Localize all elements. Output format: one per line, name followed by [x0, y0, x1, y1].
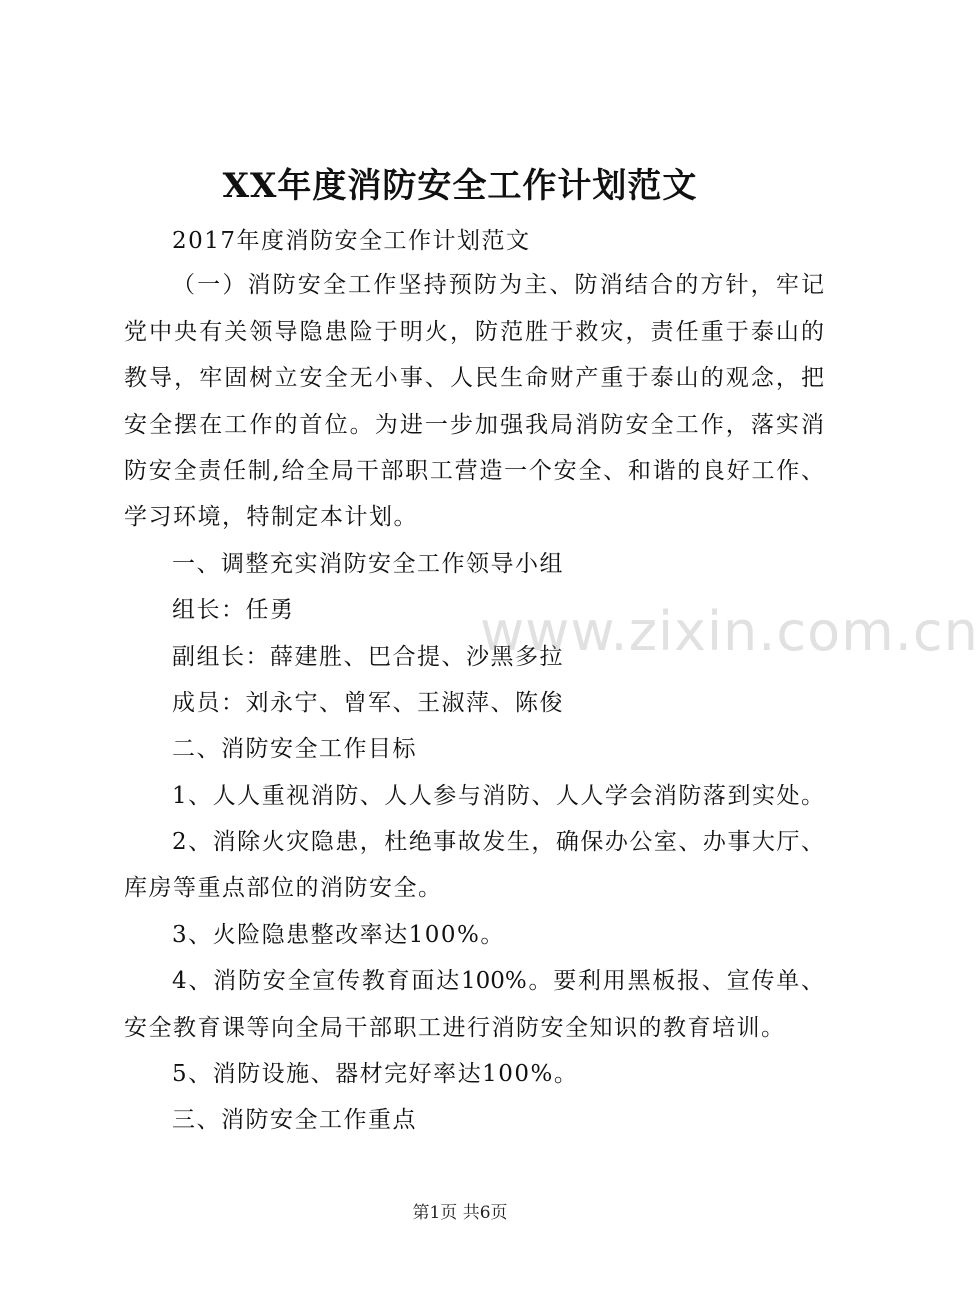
paragraph-line: （一）消防安全工作坚持预防为主、防消结合的方针，牢记	[172, 272, 824, 298]
paragraph-line: 党中央有关领导隐患险于明火，防范胜于救灾，责任重于泰山的	[124, 319, 824, 345]
paragraph-line: 教导，牢固树立安全无小事、人民生命财产重于泰山的观念，把	[124, 365, 824, 391]
document-subtitle: 2017年度消防安全工作计划范文	[172, 228, 531, 254]
goal-item: 1、人人重视消防、人人参与消防、人人学会消防落到实处。	[172, 783, 824, 809]
paragraph-line: 安全摆在工作的首位。为进一步加强我局消防安全工作，落实消	[124, 412, 824, 438]
group-members: 成员：刘永宁、曾军、王淑萍、陈俊	[172, 690, 564, 716]
section-heading: 三、消防安全工作重点	[172, 1107, 417, 1133]
goal-item: 4、消防安全宣传教育面达100%。要利用黑板报、宣传单、	[172, 968, 824, 994]
goal-item: 3、火险隐患整改率达100%。	[172, 922, 505, 948]
watermark: www.zixin.com.cn	[480, 600, 979, 663]
page-footer: 第1页 共6页	[412, 1203, 508, 1223]
goal-item: 2、消除火灾隐患，杜绝事故发生，确保办公室、办事大厅、	[172, 829, 824, 855]
paragraph-line: 学习环境，特制定本计划。	[124, 504, 418, 530]
section-heading: 一、调整充实消防安全工作领导小组	[172, 551, 564, 577]
group-deputy-leaders: 副组长：薛建胜、巴合提、沙黑多拉	[172, 644, 564, 670]
goal-item: 5、消防设施、器材完好率达100%。	[172, 1061, 579, 1087]
document-title: XX年度消防安全工作计划范文	[222, 166, 698, 206]
paragraph-line: 防安全责任制,给全局干部职工营造一个安全、和谐的良好工作、	[124, 458, 824, 484]
group-leader: 组长：任勇	[172, 597, 295, 623]
section-heading: 二、消防安全工作目标	[172, 736, 417, 762]
goal-item-continued: 安全教育课等向全局干部职工进行消防安全知识的教育培训。	[124, 1015, 786, 1041]
goal-item-continued: 库房等重点部位的消防安全。	[124, 875, 443, 901]
